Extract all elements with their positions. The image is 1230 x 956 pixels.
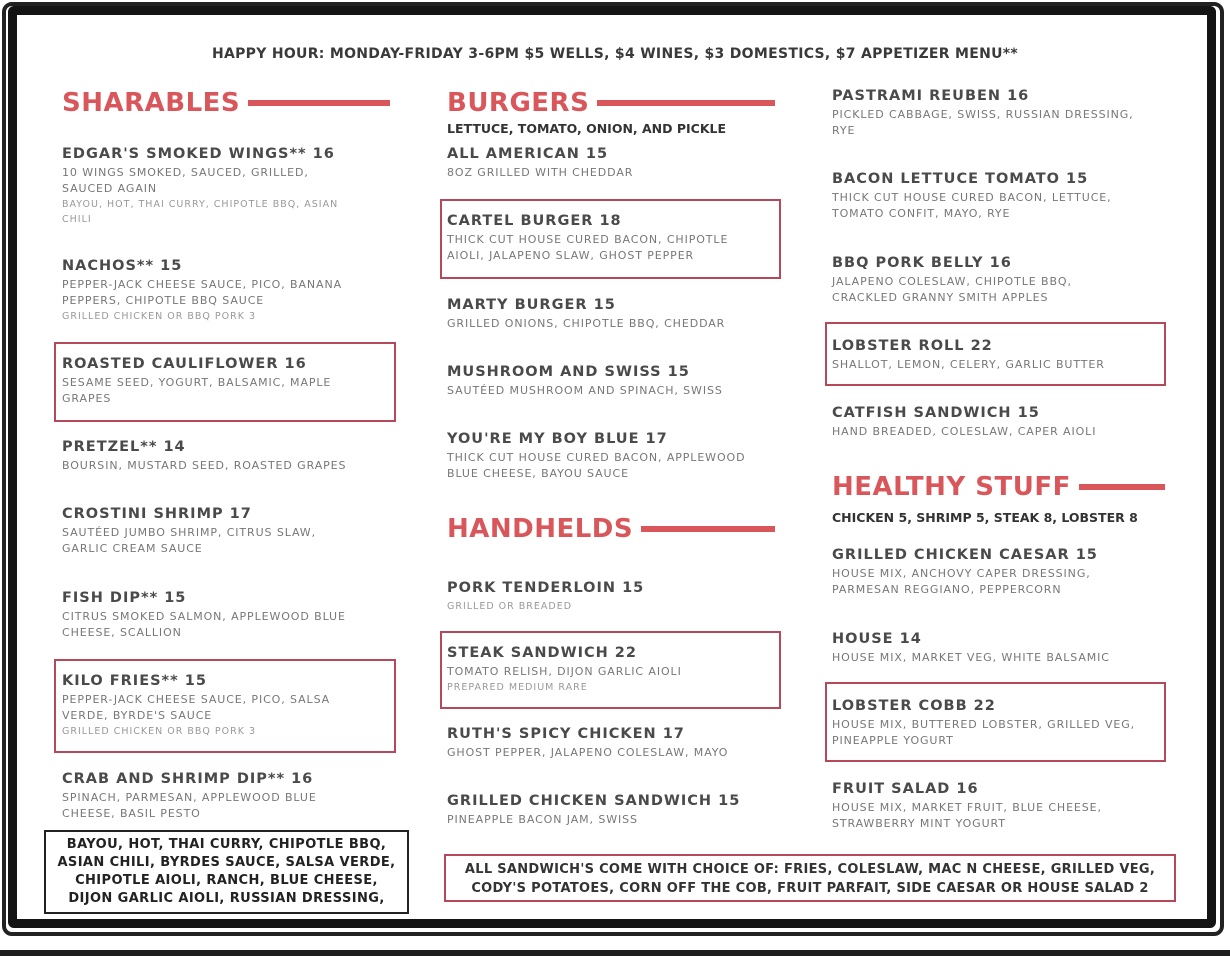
item-desc: BOURSIN, MUSTARD SEED, ROASTED GRAPES — [62, 459, 347, 472]
item-name: RUTH'S SPICY CHICKEN 17 — [447, 726, 685, 742]
item-name: FRUIT SALAD 16 — [832, 781, 979, 797]
item-name: MUSHROOM AND SWISS 15 — [447, 364, 690, 380]
highlight-box — [825, 682, 1166, 762]
item-desc: GHOST PEPPER, JALAPENO COLESLAW, MAYO — [447, 746, 729, 759]
item-name: YOU'RE MY BOY BLUE 17 — [447, 431, 668, 447]
item-name: GRILLED CHICKEN CAESAR 15 — [832, 547, 1098, 563]
item-name: BACON LETTUCE TOMATO 15 — [832, 171, 1089, 187]
item-desc: GRILLED ONIONS, CHIPOTLE BBQ, CHEDDAR — [447, 317, 726, 330]
menu-item — [447, 297, 767, 332]
handhelds-title: HANDHELDS — [447, 514, 634, 544]
item-desc: PEPPER-JACK CHEESE SAUCE, PICO, SALSA VERDE, BYRDE'S SAUCE — [62, 693, 331, 722]
item-desc: HOUSE MIX, MARKET FRUIT, BLUE CHEESE, STRAWBERRY MINT YOGURT — [832, 801, 1102, 830]
menu-item — [62, 258, 372, 324]
item-name: PRETZEL** 14 — [62, 439, 186, 455]
menu-item — [447, 364, 767, 399]
item-note: GRILLED OR BREADED — [447, 601, 573, 612]
menu-item — [832, 405, 1152, 440]
item-desc: JALAPENO COLESLAW, CHIPOTLE BBQ, CRACKLED GRANNY SMITH APPLES — [832, 275, 1072, 304]
item-desc: HOUSE MIX, ANCHOVY CAPER DRESSING, PARMESAN REGGIANO, PEPPERCORN — [832, 567, 1091, 596]
sauce-list-box — [44, 830, 409, 914]
highlight-box — [440, 631, 781, 709]
sides-line: CODY'S POTATOES, CORN OFF THE COB, FRUIT PARFAIT, SIDE CAESAR OR HOUSE SALAD 2 — [471, 881, 1149, 896]
sauce-line: BAYOU, HOT, THAI CURRY, CHIPOTLE BBQ, — [66, 837, 387, 852]
menu-item — [832, 547, 1152, 598]
item-desc: SESAME SEED, YOGURT, BALSAMIC, MAPLE GRAPES — [62, 376, 332, 405]
item-name: CARTEL BURGER 18 — [447, 213, 622, 229]
item-note: GRILLED CHICKEN OR BBQ PORK 3 — [62, 726, 256, 737]
item-name: EDGAR'S SMOKED WINGS** 16 — [62, 146, 335, 162]
healthy-heading — [832, 470, 1165, 504]
item-name: KILO FRIES** 15 — [62, 673, 207, 689]
menu-item — [447, 726, 767, 761]
sauce-line: CHIPOTLE AIOLI, RANCH, BLUE CHEESE, — [75, 873, 378, 888]
item-note: BAYOU, HOT, THAI CURRY, CHIPOTLE BBQ, ASIAN CHILI — [62, 199, 339, 225]
item-desc: THICK CUT HOUSE CURED BACON, CHIPOTLE AIOLI, JALAPENO SLAW, GHOST PEPPER — [447, 233, 729, 262]
menu-item — [447, 793, 767, 828]
item-name: NACHOS** 15 — [62, 258, 183, 274]
burgers-heading — [447, 86, 787, 120]
item-desc: 8OZ GRILLED WITH CHEDDAR — [447, 166, 634, 179]
item-desc: SAUTÉED JUMBO SHRIMP, CITRUS SLAW, GARLIC CREAM SAUCE — [62, 526, 316, 555]
highlight-box — [54, 659, 396, 753]
menu-item — [447, 146, 767, 181]
menu-item — [62, 439, 382, 474]
item-name: PORK TENDERLOIN 15 — [447, 580, 645, 596]
item-name: GRILLED CHICKEN SANDWICH 15 — [447, 793, 741, 809]
highlight-box — [54, 342, 396, 422]
item-desc: CITRUS SMOKED SALMON, APPLEWOOD BLUE CHEESE, SCALLION — [62, 610, 346, 639]
menu-item — [62, 146, 362, 227]
item-desc: SHALLOT, LEMON, CELERY, GARLIC BUTTER — [832, 358, 1105, 371]
menu-item — [832, 781, 1152, 832]
item-name: BBQ PORK BELLY 16 — [832, 255, 1012, 271]
sharables-heading — [62, 86, 402, 120]
menu-item — [832, 171, 1152, 222]
item-name: LOBSTER COBB 22 — [832, 698, 996, 714]
sharables-title: SHARABLES — [62, 88, 241, 118]
menu-item — [62, 590, 382, 641]
heading-bar — [1079, 484, 1165, 490]
item-note: PREPARED MEDIUM RARE — [447, 682, 588, 693]
item-name: MARTY BURGER 15 — [447, 297, 616, 313]
item-desc: THICK CUT HOUSE CURED BACON, LETTUCE, TOMATO CONFIT, MAYO, RYE — [832, 191, 1112, 220]
menu-item — [832, 88, 1142, 139]
menu-item — [447, 580, 767, 614]
handhelds-heading — [447, 512, 775, 546]
menu-item — [62, 506, 352, 557]
item-desc: THICK CUT HOUSE CURED BACON, APPLEWOOD BLUE CHEESE, BAYOU SAUCE — [447, 451, 746, 480]
healthy-subtitle: CHICKEN 5, SHRIMP 5, STEAK 8, LOBSTER 8 — [832, 510, 1138, 525]
item-desc: HAND BREADED, COLESLAW, CAPER AIOLI — [832, 425, 1097, 438]
item-name: HOUSE 14 — [832, 631, 922, 647]
healthy-section-header — [832, 470, 1165, 525]
heading-bar — [597, 100, 775, 106]
heading-bar — [248, 100, 390, 106]
sides-info-box — [444, 854, 1176, 902]
item-name: PASTRAMI REUBEN 16 — [832, 88, 1030, 104]
item-desc: HOUSE MIX, BUTTERED LOBSTER, GRILLED VEG, PINEAPPLE YOGURT — [832, 718, 1136, 747]
item-name: CATFISH SANDWICH 15 — [832, 405, 1040, 421]
item-desc: HOUSE MIX, MARKET VEG, WHITE BALSAMIC — [832, 651, 1110, 664]
item-name: FISH DIP** 15 — [62, 590, 187, 606]
menu-item — [832, 631, 1152, 666]
sides-line: ALL SANDWICH'S COME WITH CHOICE OF: FRIES, COLESLAW, MAC N CHEESE, GRILLED VEG, — [464, 862, 1156, 877]
item-name: ALL AMERICAN 15 — [447, 146, 609, 162]
menu-item — [832, 255, 1132, 306]
item-name: LOBSTER ROLL 22 — [832, 338, 993, 354]
healthy-title: HEALTHY STUFF — [832, 472, 1071, 502]
item-desc: SPINACH, PARMESAN, APPLEWOOD BLUE CHEESE, BASIL PESTO — [62, 791, 317, 820]
menu-item — [447, 431, 747, 482]
item-desc: PICKLED CABBAGE, SWISS, RUSSIAN DRESSING, RYE — [832, 108, 1134, 137]
sauce-line: DIJON GARLIC AIOLI, RUSSIAN DRESSING, — [68, 891, 385, 906]
item-note: GRILLED CHICKEN OR BBQ PORK 3 — [62, 311, 256, 322]
item-name: CROSTINI SHRIMP 17 — [62, 506, 252, 522]
item-desc: 10 WINGS SMOKED, SAUCED, GRILLED, SAUCED AGAIN — [62, 166, 309, 195]
item-name: STEAK SANDWICH 22 — [447, 645, 637, 661]
burgers-subtitle: LETTUCE, TOMATO, ONION, AND PICKLE — [447, 121, 727, 136]
highlight-box — [440, 199, 781, 279]
bottom-rule — [0, 950, 1230, 956]
item-name: CRAB AND SHRIMP DIP** 16 — [62, 771, 314, 787]
burgers-title: BURGERS — [447, 88, 590, 118]
item-desc: SAUTÉED MUSHROOM AND SPINACH, SWISS — [447, 384, 723, 397]
item-desc: TOMATO RELISH, DIJON GARLIC AIOLI — [447, 665, 682, 678]
item-desc: PINEAPPLE BACON JAM, SWISS — [447, 813, 638, 826]
item-name: ROASTED CAULIFLOWER 16 — [62, 356, 307, 372]
highlight-box — [825, 322, 1166, 386]
heading-bar — [641, 526, 775, 532]
item-desc: PEPPER-JACK CHEESE SAUCE, PICO, BANANA PEPPERS, CHIPOTLE BBQ SAUCE — [62, 278, 343, 307]
happy-hour-banner: HAPPY HOUR: MONDAY-FRIDAY 3-6PM $5 WELLS, $4 WINES, $3 DOMESTICS, $7 APPETIZER MENU** — [211, 46, 1019, 62]
menu-item — [62, 771, 352, 822]
sauce-line: ASIAN CHILI, BYRDES SAUCE, SALSA VERDE, — [57, 855, 396, 870]
